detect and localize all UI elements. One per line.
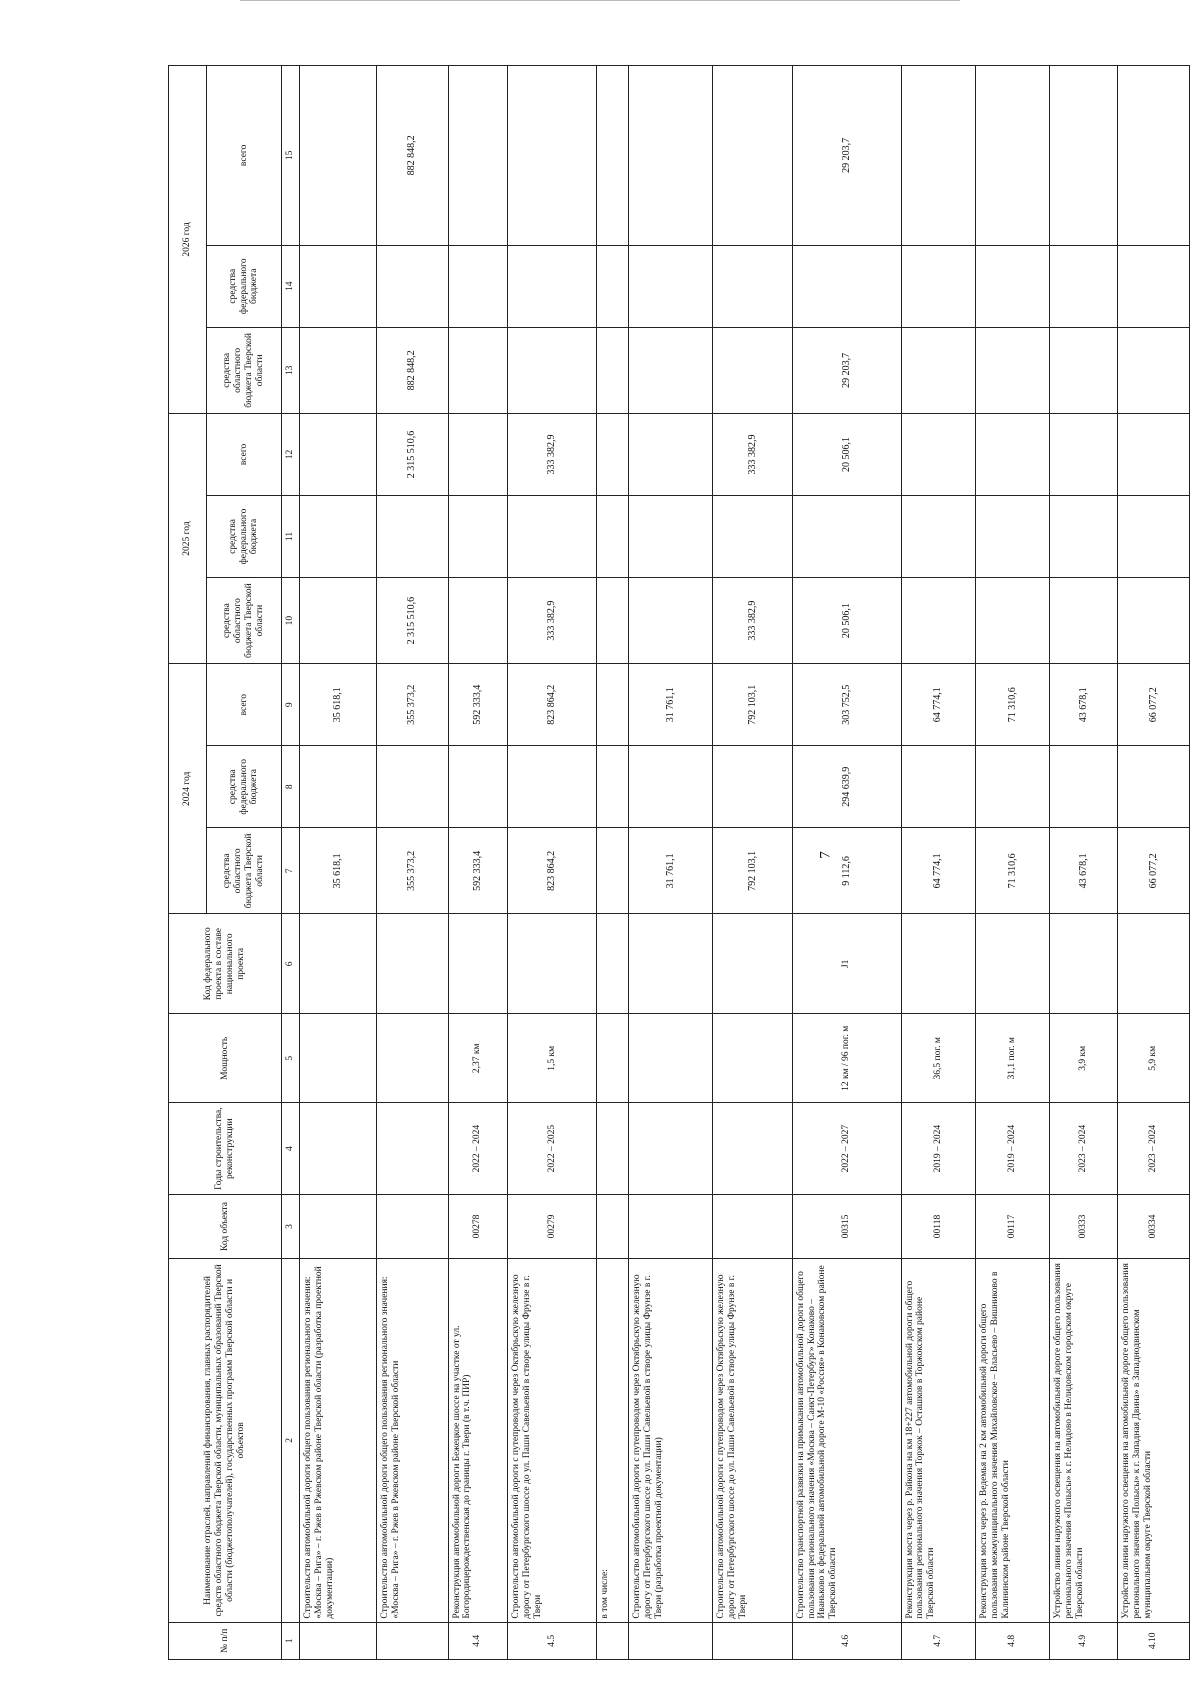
table-row bbox=[901, 66, 975, 1660]
header-capacity: Мощность bbox=[169, 1014, 282, 1103]
object-code bbox=[713, 1194, 792, 1258]
header-2025: 2025 год bbox=[169, 413, 207, 663]
capacity: 1,5 км bbox=[507, 1014, 596, 1103]
regional-budget-2026 bbox=[507, 327, 596, 413]
object-code bbox=[376, 1194, 448, 1258]
federal-budget-2024 bbox=[597, 746, 629, 828]
total-2024: 64 774,1 bbox=[901, 664, 975, 746]
total-2026 bbox=[975, 66, 1049, 246]
total-2024: 592 333,4 bbox=[448, 664, 507, 746]
regional-budget-2026 bbox=[300, 327, 377, 413]
total-2025 bbox=[597, 413, 629, 495]
regional-budget-2025 bbox=[975, 578, 1049, 664]
object-code: 00278 bbox=[448, 1194, 507, 1258]
federal-budget-2026 bbox=[792, 245, 901, 327]
regional-budget-2026: 882 848,2 bbox=[376, 327, 448, 413]
federal-project-code bbox=[1118, 914, 1190, 1014]
object-name: Устройство линии наружного освещения на автомобильной дороге общего пользования регионального значения «Полысы» к г. Западная Двина» в Западнодвинском муниципальном округе Тверской области bbox=[1118, 1259, 1190, 1622]
federal-budget-2026 bbox=[1118, 245, 1190, 327]
regional-budget-2025 bbox=[1050, 578, 1118, 664]
column-number: 7 bbox=[282, 828, 300, 914]
row-number: 4.5 bbox=[507, 1622, 596, 1659]
federal-project-code bbox=[376, 914, 448, 1014]
regional-budget-2026 bbox=[597, 327, 629, 413]
construction-years bbox=[376, 1103, 448, 1194]
regional-budget-2025 bbox=[629, 578, 713, 664]
federal-budget-2026 bbox=[507, 245, 596, 327]
total-2024: 792 103,1 bbox=[713, 664, 792, 746]
table-row bbox=[448, 66, 507, 1660]
header-2024-federal: средства федерального бюджета bbox=[207, 746, 282, 828]
regional-budget-2024: 35 618,1 bbox=[300, 828, 377, 914]
total-2025 bbox=[1118, 413, 1190, 495]
object-name: Реконструкция моста через р. Ведемья на 2 км автомобильной дороги общего пользования межмуниципального значения Михайловское – Власьево – Вишниково в Калининском районе Тверской области bbox=[975, 1259, 1049, 1622]
federal-budget-2026 bbox=[1050, 245, 1118, 327]
row-number bbox=[376, 1622, 448, 1659]
capacity: 12 км / 96 пог. м bbox=[792, 1014, 901, 1103]
federal-project-code bbox=[597, 914, 629, 1014]
table-row bbox=[629, 66, 713, 1660]
regional-budget-2026 bbox=[901, 327, 975, 413]
total-2025 bbox=[300, 413, 377, 495]
object-code bbox=[597, 1194, 629, 1258]
total-2024: 43 678,1 bbox=[1050, 664, 1118, 746]
header-years: Годы строительства, реконструкции bbox=[169, 1103, 282, 1194]
budget-table bbox=[168, 65, 1190, 1660]
regional-budget-2026 bbox=[975, 327, 1049, 413]
total-2024: 355 373,2 bbox=[376, 664, 448, 746]
column-number: 3 bbox=[282, 1194, 300, 1258]
regional-budget-2026 bbox=[448, 327, 507, 413]
object-code: 00315 bbox=[792, 1194, 901, 1258]
total-2026 bbox=[597, 66, 629, 246]
object-name: Устройство линии наружного освещения на автомобильной дороге общего пользования регионального значения «Полысы» к г. Нелидово в Нелидовском городском округе Тверской области bbox=[1050, 1259, 1118, 1622]
regional-budget-2025 bbox=[597, 578, 629, 664]
object-code: 00117 bbox=[975, 1194, 1049, 1258]
object-name: Строительство автомобильной дороги с путепроводом через Октябрьскую железную дорогу от Петербургского шоссе до ул. Паши Савельевой в створе улицы Фрунзе в г. Твери bbox=[507, 1259, 596, 1622]
federal-budget-2026 bbox=[975, 245, 1049, 327]
construction-years: 2022 – 2025 bbox=[507, 1103, 596, 1194]
column-number: 13 bbox=[282, 327, 300, 413]
column-number: 14 bbox=[282, 245, 300, 327]
regional-budget-2026 bbox=[1050, 327, 1118, 413]
total-2025 bbox=[448, 413, 507, 495]
regional-budget-2025 bbox=[448, 578, 507, 664]
header-num: № п/п bbox=[169, 1622, 282, 1659]
column-number: 12 bbox=[282, 413, 300, 495]
federal-budget-2024 bbox=[376, 746, 448, 828]
federal-budget-2026 bbox=[448, 245, 507, 327]
total-2024: 31 761,1 bbox=[629, 664, 713, 746]
object-code: 00118 bbox=[901, 1194, 975, 1258]
federal-budget-2025 bbox=[901, 495, 975, 577]
table-row bbox=[975, 66, 1049, 1660]
header-2026-federal: средства федерального бюджета bbox=[207, 245, 282, 327]
column-number: 8 bbox=[282, 746, 300, 828]
object-code bbox=[629, 1194, 713, 1258]
regional-budget-2024: 792 103,1 bbox=[713, 828, 792, 914]
federal-project-code bbox=[1050, 914, 1118, 1014]
regional-budget-2025: 20 506,1 bbox=[792, 578, 901, 664]
federal-budget-2024 bbox=[300, 746, 377, 828]
total-2025: 333 382,9 bbox=[713, 413, 792, 495]
capacity bbox=[629, 1014, 713, 1103]
capacity bbox=[597, 1014, 629, 1103]
federal-budget-2024 bbox=[448, 746, 507, 828]
row-number: 4.8 bbox=[975, 1622, 1049, 1659]
regional-budget-2025: 333 382,9 bbox=[507, 578, 596, 664]
object-name: Строительство автомобильной дороги с путепроводом через Октябрьскую железную дорогу от Петербургского шоссе до ул. Паши Савельевой в створе улицы Фрунзе в г. Твери bbox=[713, 1259, 792, 1622]
federal-project-code bbox=[629, 914, 713, 1014]
header-2024-total: всего bbox=[207, 664, 282, 746]
regional-budget-2024: 355 373,2 bbox=[376, 828, 448, 914]
row-number bbox=[597, 1622, 629, 1659]
total-2024: 303 752,5 bbox=[792, 664, 901, 746]
capacity bbox=[713, 1014, 792, 1103]
regional-budget-2026 bbox=[713, 327, 792, 413]
federal-budget-2026 bbox=[901, 245, 975, 327]
regional-budget-2026: 29 203,7 bbox=[792, 327, 901, 413]
federal-project-code: J1 bbox=[792, 914, 901, 1014]
construction-years bbox=[629, 1103, 713, 1194]
federal-budget-2025 bbox=[713, 495, 792, 577]
object-name: в том числе: bbox=[597, 1259, 629, 1622]
capacity: 31,1 пог. м bbox=[975, 1014, 1049, 1103]
regional-budget-2024: 71 310,6 bbox=[975, 828, 1049, 914]
header-2026: 2026 год bbox=[169, 66, 207, 414]
total-2025 bbox=[901, 413, 975, 495]
total-2026 bbox=[629, 66, 713, 246]
regional-budget-2024: 9 112,6 bbox=[792, 828, 901, 914]
regional-budget-2024 bbox=[597, 828, 629, 914]
construction-years: 2019 – 2024 bbox=[975, 1103, 1049, 1194]
total-2024: 35 618,1 bbox=[300, 664, 377, 746]
capacity: 3,9 км bbox=[1050, 1014, 1118, 1103]
table-row bbox=[792, 66, 901, 1660]
budget-table-sheet bbox=[168, 65, 1190, 1660]
header-2025-total: всего bbox=[207, 413, 282, 495]
column-number: 11 bbox=[282, 495, 300, 577]
construction-years: 2019 – 2024 bbox=[901, 1103, 975, 1194]
object-code: 00279 bbox=[507, 1194, 596, 1258]
table-row bbox=[713, 66, 792, 1660]
row-number bbox=[713, 1622, 792, 1659]
object-name: Строительство транспортной развязки на примыкании автомобильной дороги общего пользования регионального значения «Москва – Санкт-Петербург» Конаково – Иваньково к федеральной автомобильной дороге М-10 «Россия» в Конаковском районе Тверской области bbox=[792, 1259, 901, 1622]
construction-years: 2022 – 2024 bbox=[448, 1103, 507, 1194]
total-2025: 333 382,9 bbox=[507, 413, 596, 495]
row-number: 4.4 bbox=[448, 1622, 507, 1659]
total-2026 bbox=[713, 66, 792, 246]
capacity bbox=[376, 1014, 448, 1103]
column-number: 5 bbox=[282, 1014, 300, 1103]
column-number-row bbox=[282, 66, 300, 1660]
total-2026 bbox=[1118, 66, 1190, 246]
federal-project-code bbox=[507, 914, 596, 1014]
row-number bbox=[629, 1622, 713, 1659]
federal-project-code bbox=[448, 914, 507, 1014]
federal-budget-2024 bbox=[713, 746, 792, 828]
regional-budget-2024: 66 077,2 bbox=[1118, 828, 1190, 914]
object-name: Строительство автомобильной дороги с путепроводом через Октябрьскую железную дорогу от Петербургского шоссе до ул. Паши Савельевой в створе улицы Фрунзе в г. Твери (разработка проектной документации) bbox=[629, 1259, 713, 1622]
object-name: Строительство автомобильной дороги общего пользования регионального значения: «Москва – Рига» – г. Ржев в Ржевском районе Тверской области (разработка проектной документации) bbox=[300, 1259, 377, 1622]
scan-artifact-line bbox=[240, 0, 960, 1]
federal-project-code bbox=[300, 914, 377, 1014]
header-2024-regional: средства областного бюджета Тверской области bbox=[207, 828, 282, 914]
table-row bbox=[1118, 66, 1190, 1660]
object-code: 00334 bbox=[1118, 1194, 1190, 1258]
federal-project-code bbox=[975, 914, 1049, 1014]
federal-project-code bbox=[901, 914, 975, 1014]
federal-budget-2024 bbox=[975, 746, 1049, 828]
construction-years: 2023 – 2024 bbox=[1050, 1103, 1118, 1194]
regional-budget-2026 bbox=[629, 327, 713, 413]
object-name: Строительство автомобильной дороги общего пользования регионального значения: «Москва – Рига» – г. Ржев в Ржевском районе Тверской области bbox=[376, 1259, 448, 1622]
regional-budget-2024: 43 678,1 bbox=[1050, 828, 1118, 914]
total-2026 bbox=[901, 66, 975, 246]
total-2026 bbox=[507, 66, 596, 246]
construction-years: 2022 – 2027 bbox=[792, 1103, 901, 1194]
object-name: Реконструкция моста через р. Райкона на км 18+227 автомобильной дороги общего пользования регионального значения Торжок – Осташков в Торжокском районе Тверской области bbox=[901, 1259, 975, 1622]
regional-budget-2024: 823 864,2 bbox=[507, 828, 596, 914]
row-number: 4.10 bbox=[1118, 1622, 1190, 1659]
federal-budget-2025 bbox=[507, 495, 596, 577]
regional-budget-2024: 64 774,1 bbox=[901, 828, 975, 914]
total-2024: 66 077,2 bbox=[1118, 664, 1190, 746]
federal-budget-2025 bbox=[597, 495, 629, 577]
federal-budget-2024 bbox=[1050, 746, 1118, 828]
federal-budget-2025 bbox=[300, 495, 377, 577]
federal-budget-2026 bbox=[300, 245, 377, 327]
object-code bbox=[300, 1194, 377, 1258]
capacity bbox=[300, 1014, 377, 1103]
column-number: 9 bbox=[282, 664, 300, 746]
total-2024: 71 310,6 bbox=[975, 664, 1049, 746]
column-number: 2 bbox=[282, 1259, 300, 1622]
federal-budget-2024: 294 639,9 bbox=[792, 746, 901, 828]
regional-budget-2025: 2 315 510,6 bbox=[376, 578, 448, 664]
federal-budget-2025 bbox=[1050, 495, 1118, 577]
header-2026-regional: средства областного бюджета Тверской области bbox=[207, 327, 282, 413]
federal-budget-2024 bbox=[629, 746, 713, 828]
object-code: 00333 bbox=[1050, 1194, 1118, 1258]
regional-budget-2024: 592 333,4 bbox=[448, 828, 507, 914]
federal-budget-2025 bbox=[376, 495, 448, 577]
row-number: 4.9 bbox=[1050, 1622, 1118, 1659]
header-2024: 2024 год bbox=[169, 664, 207, 914]
header-name: Наименование отраслей, направлений финансирования, главных распорядителей средств областного бюджета Тверской области, муниципальных образований Тверской области (бюджетополучателей), государственных программ Тверской области и объектов bbox=[169, 1259, 282, 1622]
column-number: 1 bbox=[282, 1622, 300, 1659]
row-number bbox=[300, 1622, 377, 1659]
total-2024: 823 864,2 bbox=[507, 664, 596, 746]
total-2024 bbox=[597, 664, 629, 746]
regional-budget-2025 bbox=[1118, 578, 1190, 664]
federal-budget-2025 bbox=[448, 495, 507, 577]
total-2026: 29 203,7 bbox=[792, 66, 901, 246]
total-2026: 882 848,2 bbox=[376, 66, 448, 246]
row-number: 4.6 bbox=[792, 1622, 901, 1659]
header-2025-federal: средства федерального бюджета bbox=[207, 495, 282, 577]
federal-budget-2024 bbox=[1118, 746, 1190, 828]
regional-budget-2024: 31 761,1 bbox=[629, 828, 713, 914]
total-2026 bbox=[1050, 66, 1118, 246]
regional-budget-2026 bbox=[1118, 327, 1190, 413]
total-2025 bbox=[629, 413, 713, 495]
federal-budget-2026 bbox=[376, 245, 448, 327]
table-row bbox=[1050, 66, 1118, 1660]
total-2025: 20 506,1 bbox=[792, 413, 901, 495]
header-2025-regional: средства областного бюджета Тверской области bbox=[207, 578, 282, 664]
table-row bbox=[597, 66, 629, 1660]
capacity: 36,5 пог. м bbox=[901, 1014, 975, 1103]
total-2025 bbox=[1050, 413, 1118, 495]
total-2026 bbox=[300, 66, 377, 246]
table-row bbox=[507, 66, 596, 1660]
page-number: 7 bbox=[817, 851, 834, 859]
table-row bbox=[300, 66, 377, 1660]
column-number: 6 bbox=[282, 914, 300, 1014]
total-2025 bbox=[975, 413, 1049, 495]
federal-project-code bbox=[713, 914, 792, 1014]
table-row bbox=[376, 66, 448, 1660]
regional-budget-2025 bbox=[300, 578, 377, 664]
regional-budget-2025 bbox=[901, 578, 975, 664]
row-number: 4.7 bbox=[901, 1622, 975, 1659]
construction-years bbox=[713, 1103, 792, 1194]
header-fed-code: Код федерального проекта в составе национального проекта bbox=[169, 914, 282, 1014]
federal-budget-2025 bbox=[629, 495, 713, 577]
construction-years bbox=[300, 1103, 377, 1194]
federal-budget-2026 bbox=[629, 245, 713, 327]
construction-years: 2023 – 2024 bbox=[1118, 1103, 1190, 1194]
capacity: 2,37 км bbox=[448, 1014, 507, 1103]
federal-budget-2025 bbox=[792, 495, 901, 577]
federal-budget-2025 bbox=[1118, 495, 1190, 577]
construction-years bbox=[597, 1103, 629, 1194]
federal-budget-2026 bbox=[713, 245, 792, 327]
column-number: 4 bbox=[282, 1103, 300, 1194]
regional-budget-2025: 333 382,9 bbox=[713, 578, 792, 664]
federal-budget-2026 bbox=[597, 245, 629, 327]
federal-budget-2024 bbox=[901, 746, 975, 828]
total-2026 bbox=[448, 66, 507, 246]
federal-budget-2024 bbox=[507, 746, 596, 828]
header-2026-total: всего bbox=[207, 66, 282, 246]
object-name: Реконструкция автомобильной дороги Бежецкое шоссе на участке от ул. Богородицерождественская до границы г. Твери (в т.ч. ПИР) bbox=[448, 1259, 507, 1622]
column-number: 10 bbox=[282, 578, 300, 664]
federal-budget-2025 bbox=[975, 495, 1049, 577]
header-code: Код объекта bbox=[169, 1194, 282, 1258]
column-number: 15 bbox=[282, 66, 300, 246]
total-2025: 2 315 510,6 bbox=[376, 413, 448, 495]
capacity: 5,9 км bbox=[1118, 1014, 1190, 1103]
